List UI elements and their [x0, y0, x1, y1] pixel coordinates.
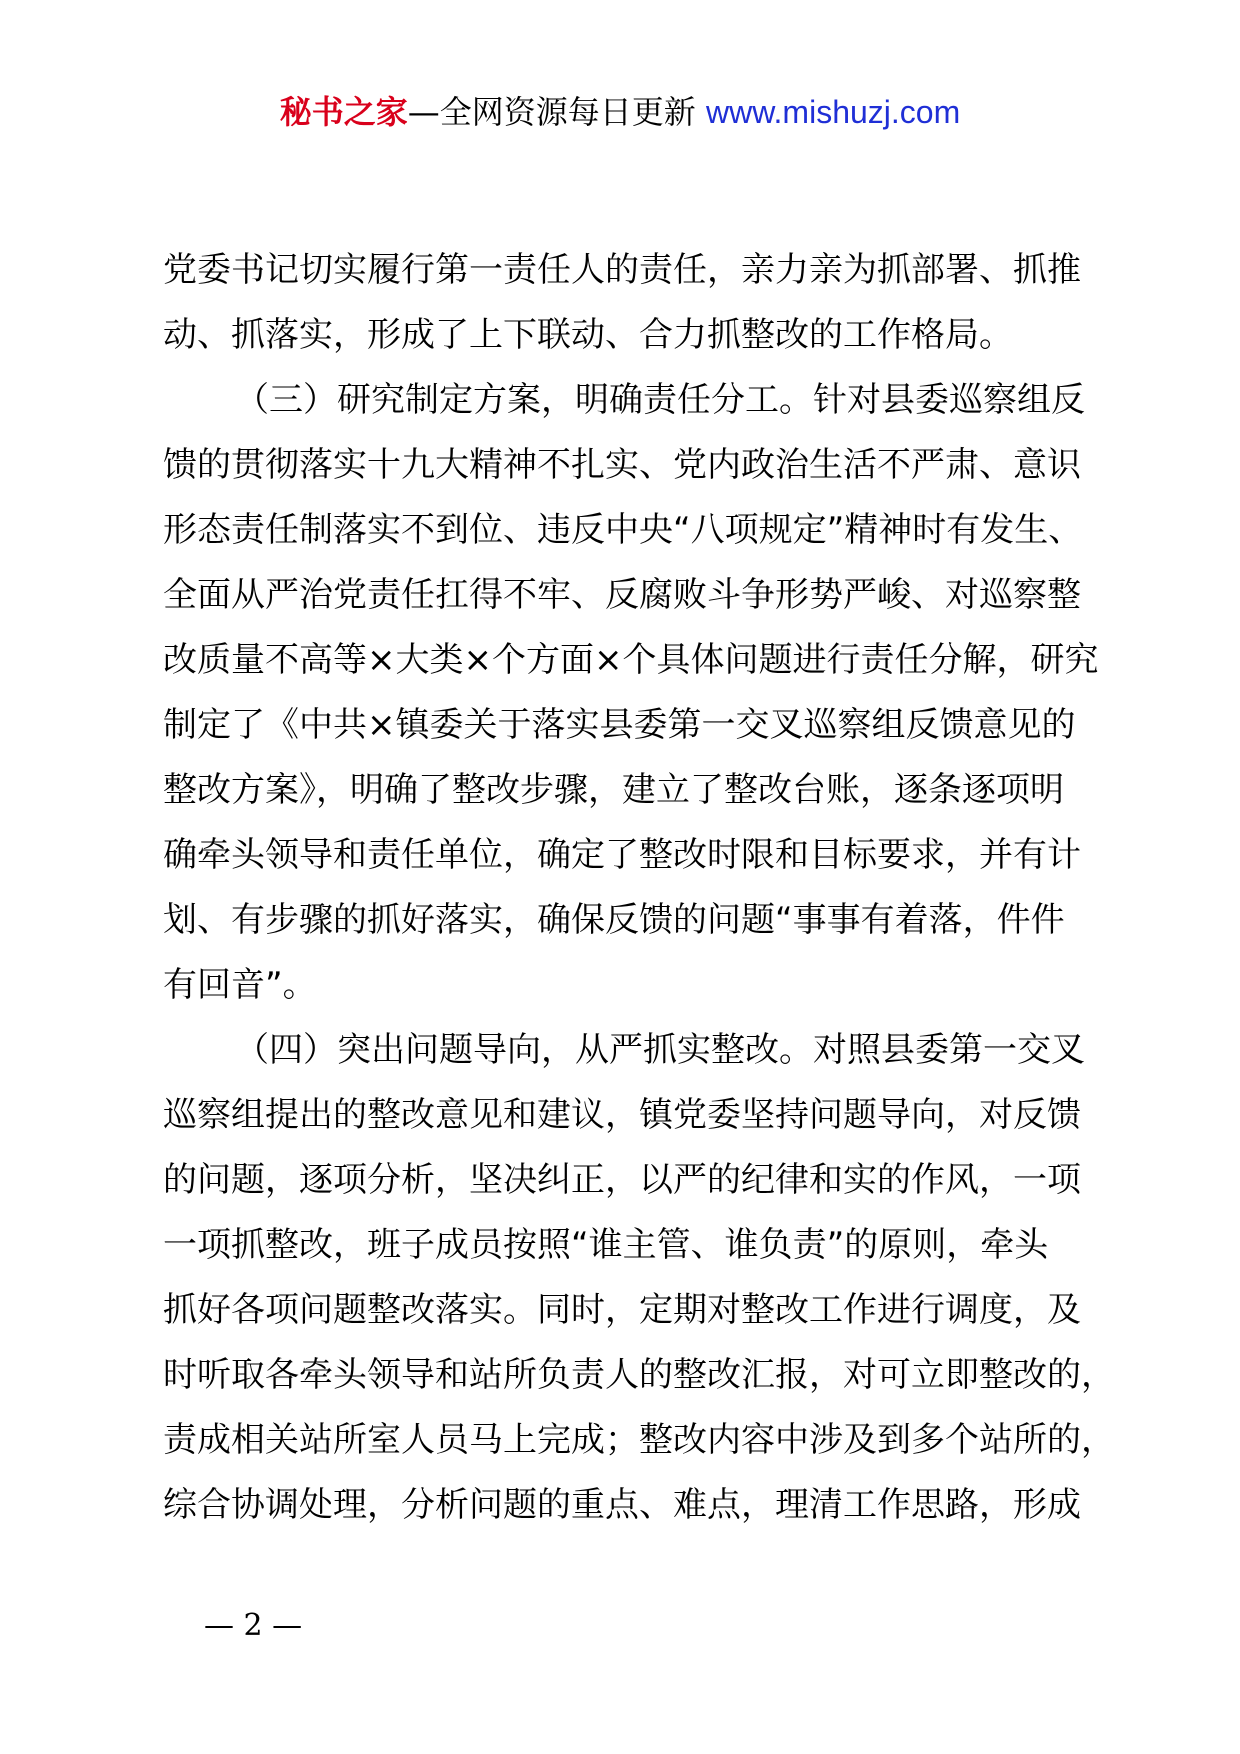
text-line: 的问题，逐项分析，坚决纠正，以严的纪律和实的作风，一项	[163, 1160, 1081, 1200]
text-line: 有回音”。	[163, 965, 317, 1005]
section-heading-line: （四）突出问题导向，从严抓实整改。对照县委第一交叉	[235, 1030, 1085, 1070]
section-heading-line: （三）研究制定方案，明确责任分工。针对县委巡察组反	[235, 380, 1085, 420]
brand-name: 秘书之家	[279, 93, 408, 131]
text-line: 动、抓落实，形成了上下联动、合力抓整改的工作格局。	[163, 315, 1013, 355]
text-line: 时听取各牵头领导和站所负责人的整改汇报，对可立即整改的，	[163, 1355, 1115, 1395]
text-line: 抓好各项问题整改落实。同时，定期对整改工作进行调度，及	[163, 1290, 1081, 1330]
text-line: 馈的贯彻落实十九大精神不扎实、党内政治生活不严肃、意识	[163, 445, 1081, 485]
text-line: 巡察组提出的整改意见和建议，镇党委坚持问题导向，对反馈	[163, 1095, 1081, 1135]
text-line: 制定了《中共×镇委关于落实县委第一交叉巡察组反馈意见的	[163, 705, 1076, 745]
website-url[interactable]: www.mishuzj.com	[705, 94, 961, 130]
text-line: 确牵头领导和责任单位，确定了整改时限和目标要求，并有计	[163, 835, 1081, 875]
text-line: 一项抓整改，班子成员按照“谁主管、谁负责”的原则，牵头	[163, 1225, 1049, 1265]
document-body	[163, 238, 1115, 1538]
text-line: 划、有步骤的抓好落实，确保反馈的问题“事事有着落，件件	[163, 900, 1065, 940]
text-line: 形态责任制落实不到位、违反中央“八项规定”精神时有发生、	[163, 510, 1083, 550]
text-line: 全面从严治党责任扛得不牢、反腐败斗争形势严峻、对巡察整	[163, 575, 1081, 615]
text-line: 整改方案》，明确了整改步骤，建立了整改台账，逐条逐项明	[163, 770, 1064, 810]
text-line: 改质量不高等×大类×个方面×个具体问题进行责任分解，研究	[163, 640, 1099, 680]
text-line: 综合协调处理，分析问题的重点、难点，理清工作思路，形成	[163, 1485, 1081, 1525]
page-header	[0, 92, 1240, 132]
page-number: — 2 —	[204, 1608, 303, 1643]
text-line: 责成相关站所室人员马上完成；整改内容中涉及到多个站所的，	[163, 1420, 1115, 1460]
header-tagline: —全网资源每日更新	[407, 93, 696, 131]
text-line: 党委书记切实履行第一责任人的责任，亲力亲为抓部署、抓推	[163, 250, 1081, 290]
